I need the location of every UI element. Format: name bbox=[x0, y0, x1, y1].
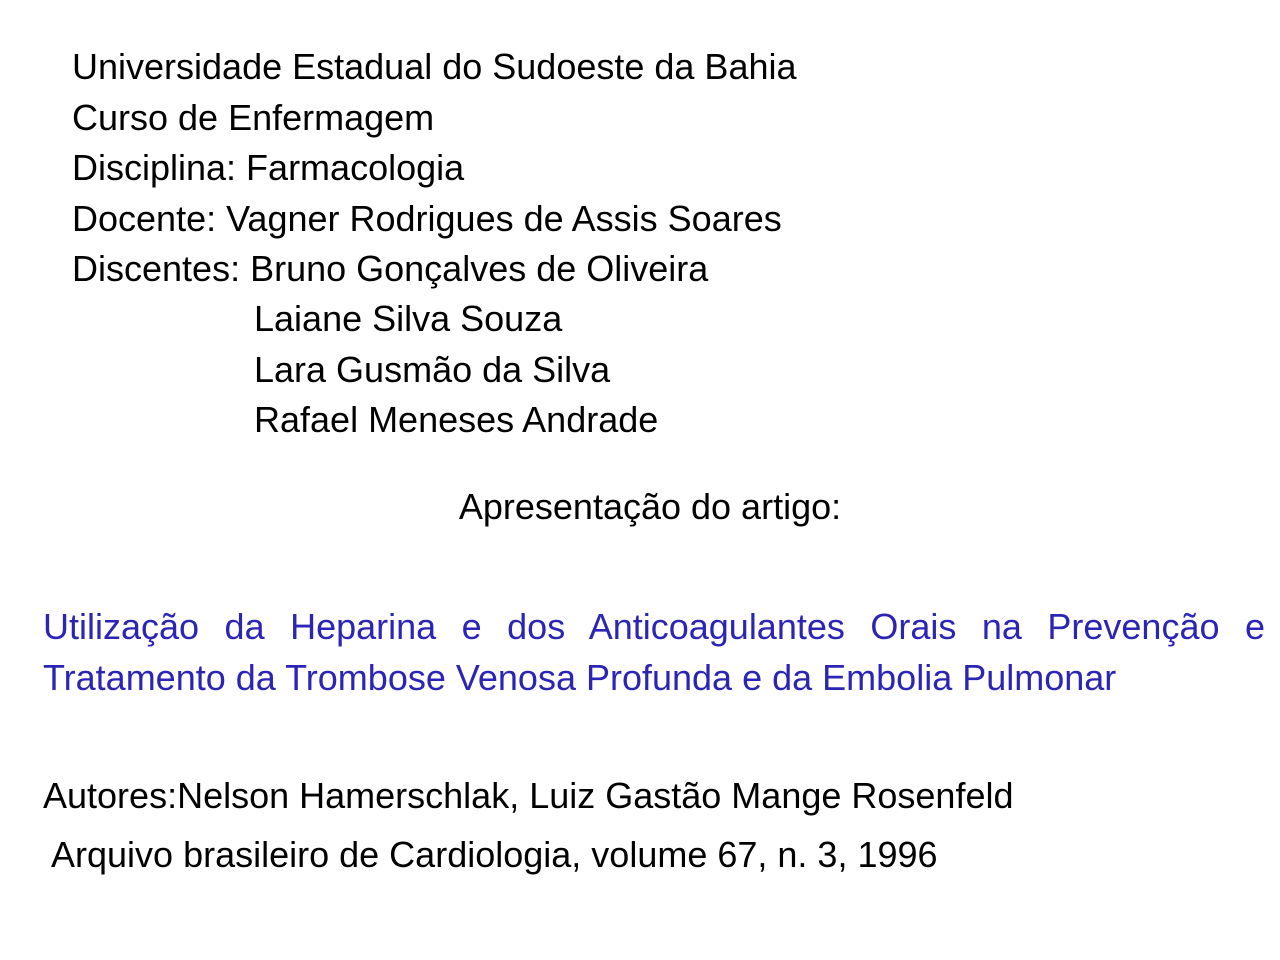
article-title: Utilização da Heparina e dos Anticoagulantes Orais na Prevenção e Tratamento da Trombose Venosa Profunda e da Embolia Pulmonar bbox=[43, 606, 1265, 698]
students-list bbox=[254, 294, 658, 446]
students-label-line: Discentes: Bruno Gonçalves de Oliveira bbox=[72, 248, 709, 289]
header-block bbox=[72, 42, 797, 295]
course-name: Curso de Enfermagem bbox=[72, 96, 435, 138]
presentation-label: Apresentação do artigo: bbox=[458, 486, 842, 527]
article-journal: Arquivo brasileiro de Cardiologia, volume 67, n. 3, 1996 bbox=[43, 834, 938, 875]
student-name: Lara Gusmão da Silva bbox=[254, 348, 611, 390]
article-authors: Autores:Nelson Hamerschlak, Luiz Gastão Mange Rosenfeld bbox=[43, 775, 1014, 816]
university-name: Universidade Estadual do Sudoeste da Bahia bbox=[72, 46, 797, 87]
discipline-line: Disciplina: Farmacologia bbox=[72, 147, 465, 188]
teacher-line: Docente: Vagner Rodrigues de Assis Soares bbox=[72, 197, 782, 239]
student-name: Laiane Silva Souza bbox=[254, 298, 563, 339]
student-name: Rafael Meneses Andrade bbox=[254, 399, 659, 440]
